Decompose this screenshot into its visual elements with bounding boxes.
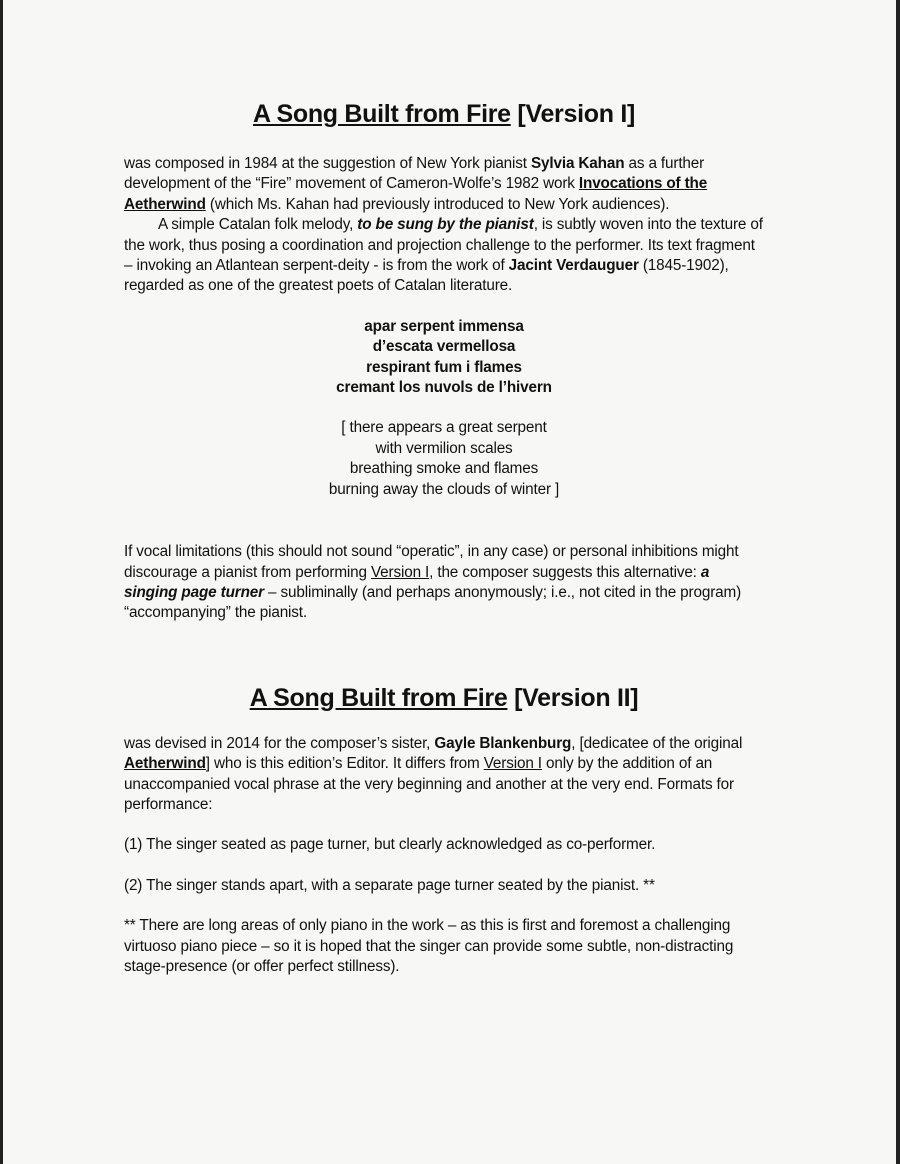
text-run: only by the addition of an unaccompanied vocal phrase at the very beginning and another at the very end. Formats for performance: <box>124 755 734 813</box>
poem-line: d’escata vermellosa <box>372 338 516 356</box>
section1-version: [Version I] <box>517 100 635 128</box>
section2-heading <box>124 680 764 716</box>
text-run: ] who is this edition’s Editor. It differs from <box>205 755 484 773</box>
poem-catalan <box>124 317 764 399</box>
text-run: A simple Catalan folk melody, <box>158 216 358 234</box>
version-i-reference: Version I <box>370 563 430 581</box>
poem-line: with vermilion scales <box>375 439 513 457</box>
text-run: (which Ms. Kahan had previously introduced to New York audiences). <box>205 195 670 213</box>
poem-line: breathing smoke and flames <box>349 460 539 478</box>
work-title-invocations: Invocations of the Aetherwind <box>124 175 708 213</box>
footnote: ** There are long areas of only piano in the work – as this is first and foremost a challenging virtuoso piano piece – so it is hoped that the singer can provide some subtle, non-distracting stage-presence (or offer perfect stillness). <box>124 917 734 975</box>
emphasis-singing-page-turner: a singing page turner <box>124 563 710 601</box>
text-run: , the composer suggests this alternative: <box>429 563 701 581</box>
section2-title: A Song Built from Fire <box>249 683 508 712</box>
name-jacint-verdauguer: Jacint Verdauguer <box>508 257 639 275</box>
poem-line: apar serpent immensa <box>364 317 524 335</box>
name-gayle-blankenburg: Gayle Blankenburg <box>434 734 572 752</box>
section1-paragraph-1 <box>124 154 764 215</box>
section1-paragraph-2 <box>124 215 764 297</box>
performance-option-1: (1) The singer seated as page turner, but clearly acknowledged as co-performer. <box>124 836 656 854</box>
name-sylvia-kahan: Sylvia Kahan <box>530 155 625 172</box>
poem-line: respirant fum i flames <box>366 358 522 376</box>
emphasis-sung-by-pianist: to be sung by the pianist <box>357 216 534 234</box>
scan-edge-left <box>0 0 3 1164</box>
text-run: – subliminally (and perhaps anonymously; i.e., not cited in the program) “accompanying” the pianist. <box>124 583 742 622</box>
scan-edge-right <box>896 0 900 1164</box>
version-i-reference: Version I <box>483 755 542 773</box>
text-run: , [dedicatee of the original <box>571 734 743 752</box>
text-run: as a further development of the “Fire” movement of Cameron-Wolfe’s 1982 work <box>124 155 705 193</box>
text-run: (1845-1902), regarded as one of the greatest poets of Catalan literature. <box>124 257 729 295</box>
section2-paragraph-1 <box>124 734 764 816</box>
text-run: If vocal limitations (this should not sound “operatic”, in any case) or personal inhibitions might discourage a pianist from performing <box>124 543 739 581</box>
section2-version: [Version II] <box>514 683 639 712</box>
work-title-aetherwind: Aetherwind <box>124 755 206 773</box>
section1-heading <box>124 96 764 132</box>
text-run: was composed in 1984 at the suggestion of New York pianist <box>124 155 531 172</box>
text-run: was devised in 2014 for the composer’s sister, <box>124 734 435 752</box>
section1-paragraph-3 <box>124 542 764 624</box>
performance-option-2: (2) The singer stands apart, with a separate page turner seated by the pianist. ** <box>124 876 655 894</box>
section1-title: A Song Built from Fire <box>253 100 511 128</box>
poem-english-translation <box>124 418 764 500</box>
text-run: , is subtly woven into the texture of the work, thus posing a coordination and projection challenge to the performer. Its text fragment – invoking an Atlantean serpent-deity - is from the work of <box>124 216 763 275</box>
poem-line: burning away the clouds of winter ] <box>328 480 560 498</box>
poem-line: cremant los nuvols de l’hivern <box>336 379 552 397</box>
poem-line: [ there appears a great serpent <box>341 419 547 437</box>
document-body <box>124 96 764 977</box>
